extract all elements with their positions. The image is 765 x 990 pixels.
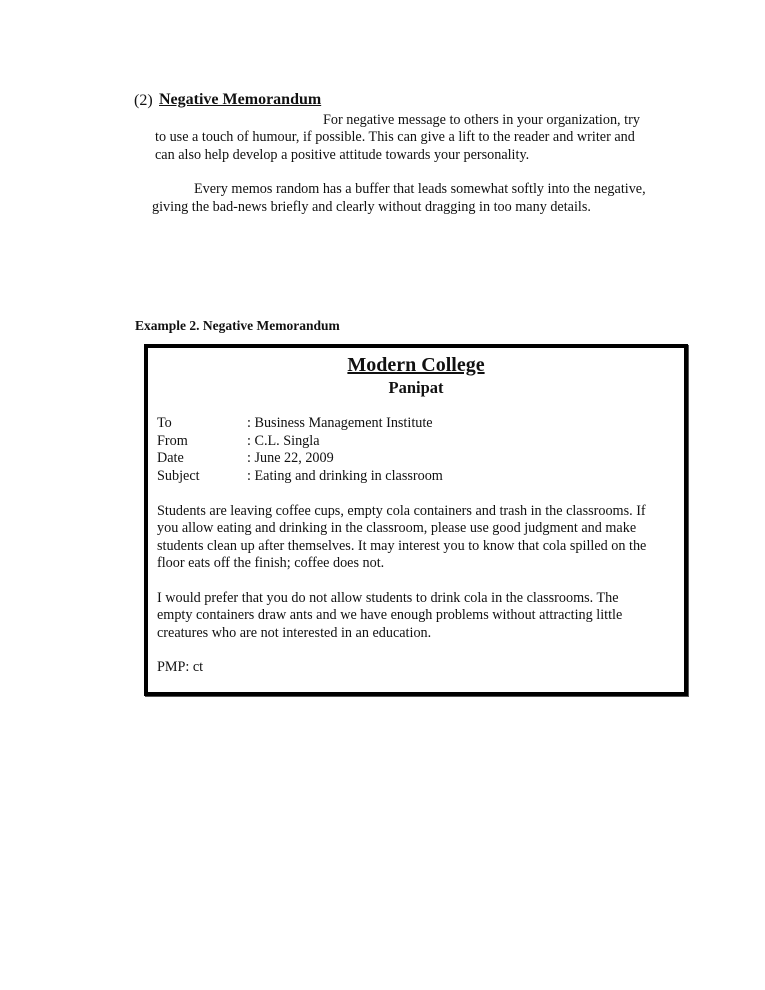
example-label: Example 2. Negative Memorandum — [135, 318, 340, 333]
memo-line: you allow eating and drinking in the classroom, please use good judgment and make — [157, 520, 637, 536]
memo-reference: PMP: ct — [157, 659, 204, 675]
field-label-date: Date — [157, 450, 184, 466]
memo-box — [144, 344, 688, 696]
memo-line: students clean up after themselves. It may interest you to know that cola spilled on the — [157, 538, 647, 554]
field-value-from: : C.L. Singla — [247, 433, 320, 449]
buffer-line: giving the bad-news briefly and clearly without dragging in too many details. — [152, 199, 591, 215]
section-number: (2) — [134, 92, 153, 109]
section-title: Negative Memorandum — [159, 91, 322, 108]
intro-line: can also help develop a positive attitude towards your personality. — [155, 147, 530, 163]
intro-line: For negative message to others in your organization, try — [323, 112, 640, 128]
field-value-subject: : Eating and drinking in classroom — [247, 468, 443, 484]
field-value-date: : June 22, 2009 — [247, 450, 334, 466]
memo-line: I would prefer that you do not allow students to drink cola in the classrooms. The — [157, 590, 619, 606]
buffer-line: Every memos random has a buffer that leads somewhat softly into the negative, — [194, 181, 646, 197]
memo-line: Students are leaving coffee cups, empty cola containers and trash in the classrooms. If — [157, 503, 646, 519]
memo-line: creatures who are not interested in an education. — [157, 625, 432, 641]
memo-location: Panipat — [388, 378, 444, 397]
intro-line: to use a touch of humour, if possible. This can give a lift to the reader and writer and — [155, 129, 635, 145]
field-label-from: From — [157, 433, 188, 449]
memo-organization: Modern College — [347, 354, 485, 376]
memo-line: empty containers draw ants and we have enough problems without attracting little — [157, 607, 623, 623]
field-label-to: To — [157, 415, 172, 431]
field-label-subject: Subject — [157, 468, 200, 484]
memo-line: floor eats off the finish; coffee does not. — [157, 555, 385, 571]
field-value-to: : Business Management Institute — [247, 415, 433, 431]
